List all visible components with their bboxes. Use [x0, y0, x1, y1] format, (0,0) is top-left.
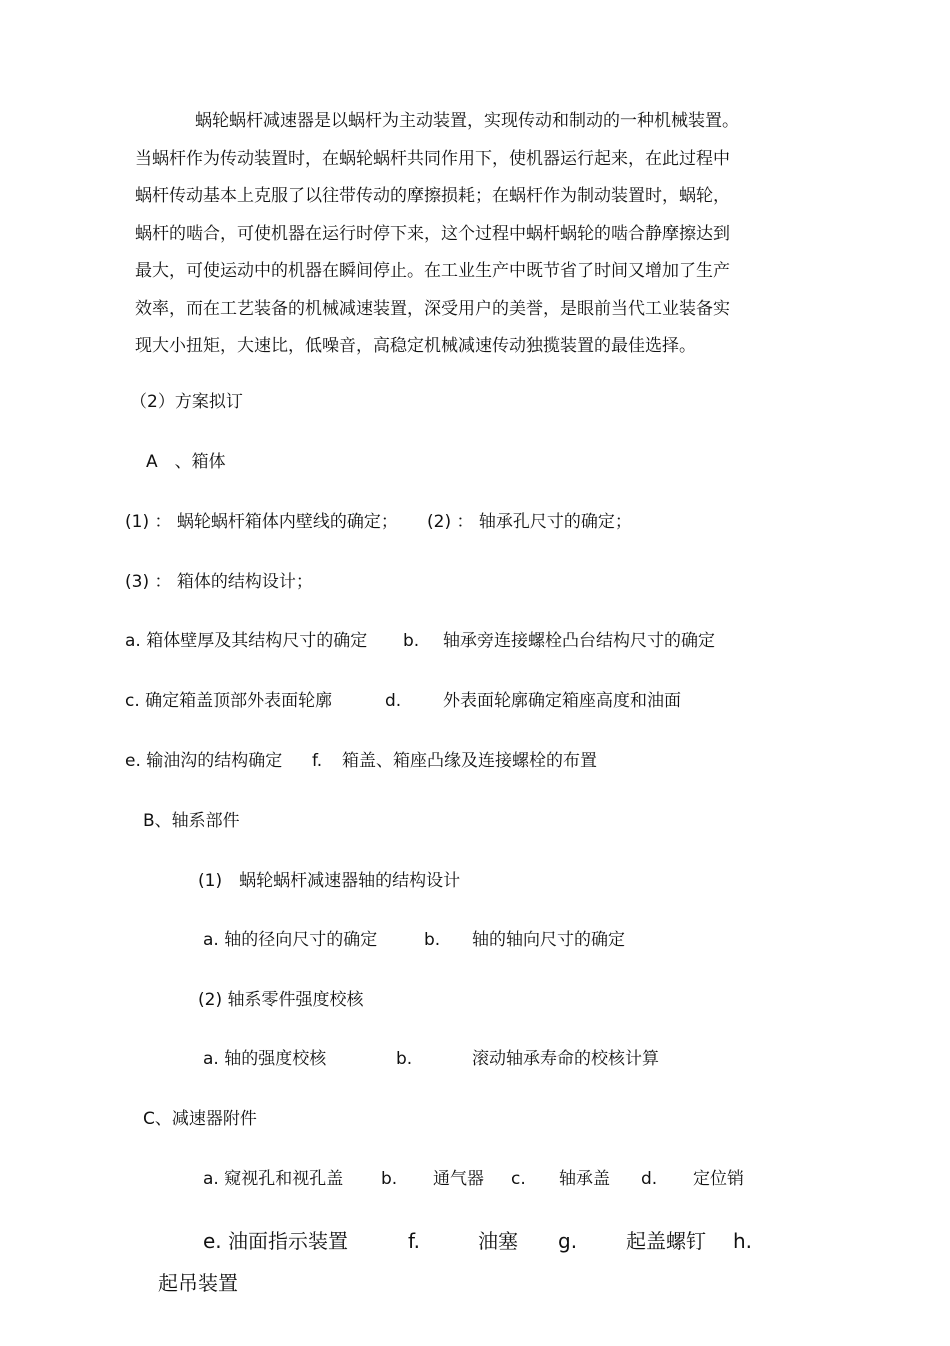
section-c-f: 油塞 — [478, 1229, 518, 1253]
section-c-b-label: b. — [381, 1169, 398, 1189]
section-c-g: 起盖螺钉 — [626, 1229, 706, 1253]
intro-paragraph — [135, 103, 765, 366]
section-a-d: 外表面轮廓确定箱座高度和油面 — [443, 691, 681, 711]
intro-line: 现大小扭矩，大速比，低噪音，高稳定机械减速传动独揽装置的最佳选择。 — [135, 336, 696, 356]
section-a-d-label: d. — [385, 691, 402, 711]
section-c-d-label: d. — [641, 1169, 658, 1189]
section-c-g-label: g. — [558, 1229, 578, 1253]
intro-line: 蜗轮蜗杆减速器是以蜗杆为主动装置，实现传动和制动的一种机械装置。 — [195, 111, 739, 131]
intro-line: 蜗杆传动基本上克服了以往带传动的摩擦损耗；在蜗杆作为制动装置时，蜗轮， — [135, 186, 730, 206]
section-b-sub-2-b-label: b. — [396, 1049, 413, 1069]
section-a-e: e. 输油沟的结构确定 — [125, 751, 283, 771]
section-c-c: 轴承盖 — [559, 1169, 610, 1189]
plan-heading: （2）方案拟订 — [130, 392, 243, 412]
section-a-f: 箱盖、箱座凸缘及连接螺栓的布置 — [342, 751, 597, 771]
section-a-f-label: f. — [312, 751, 323, 771]
intro-line: 当蜗杆作为传动装置时，在蜗轮蜗杆共同作用下，使机器运行起来，在此过程中 — [135, 148, 730, 169]
section-a-item-1: (1) ： 蜗轮蜗杆箱体内壁线的确定； — [125, 512, 398, 532]
section-a-b-label: b. — [403, 631, 420, 651]
section-b-sub-1-a: a. 轴的径向尺寸的确定 — [203, 930, 378, 950]
section-c-f-label: f. — [408, 1229, 420, 1253]
section-a-heading: A 、箱体 — [146, 452, 226, 472]
section-b-sub-2-a: a. 轴的强度校核 — [203, 1049, 327, 1069]
section-b-sub-1-b-label: b. — [424, 930, 441, 950]
section-c-b: 通气器 — [433, 1169, 484, 1189]
section-a-b: 轴承旁连接螺栓凸台结构尺寸的确定 — [443, 631, 715, 651]
section-c-a: a. 窥视孔和视孔盖 — [203, 1169, 344, 1189]
section-c-d: 定位销 — [693, 1169, 744, 1189]
section-c-heading: C、减速器附件 — [143, 1109, 257, 1129]
section-b-sub-2: (2) 轴系零件强度校核 — [198, 990, 364, 1010]
section-a-item-2: (2) ： 轴承孔尺寸的确定； — [427, 512, 632, 532]
intro-line: 效率，而在工艺装备的机械减速装置，深受用户的美誉，是眼前当代工业装备实 — [135, 298, 730, 319]
intro-line: 蜗杆的啮合，可使机器在运行时停下来，这个过程中蜗杆蜗轮的啮合静摩擦达到 — [135, 223, 730, 244]
section-b-heading: B、轴系部件 — [143, 811, 240, 831]
section-a-item-3: (3) ： 箱体的结构设计； — [125, 572, 313, 592]
section-c-h: 起吊装置 — [158, 1271, 238, 1295]
intro-line: 最大，可使运动中的机器在瞬间停止。在工业生产中既节省了时间又增加了生产 — [135, 261, 730, 281]
section-b-sub-1-b: 轴的轴向尺寸的确定 — [472, 930, 625, 950]
section-c-c-label: c. — [511, 1169, 526, 1189]
section-c-e: e. 油面指示装置 — [203, 1229, 349, 1253]
section-b-sub-1: (1) 蜗轮蜗杆减速器轴的结构设计 — [198, 871, 461, 891]
section-c-h-label: h. — [733, 1229, 753, 1253]
section-b-sub-2-b: 滚动轴承寿命的校核计算 — [472, 1049, 659, 1069]
section-a-a: a. 箱体壁厚及其结构尺寸的确定 — [125, 631, 368, 651]
section-a-c: c. 确定箱盖顶部外表面轮廓 — [125, 691, 333, 711]
